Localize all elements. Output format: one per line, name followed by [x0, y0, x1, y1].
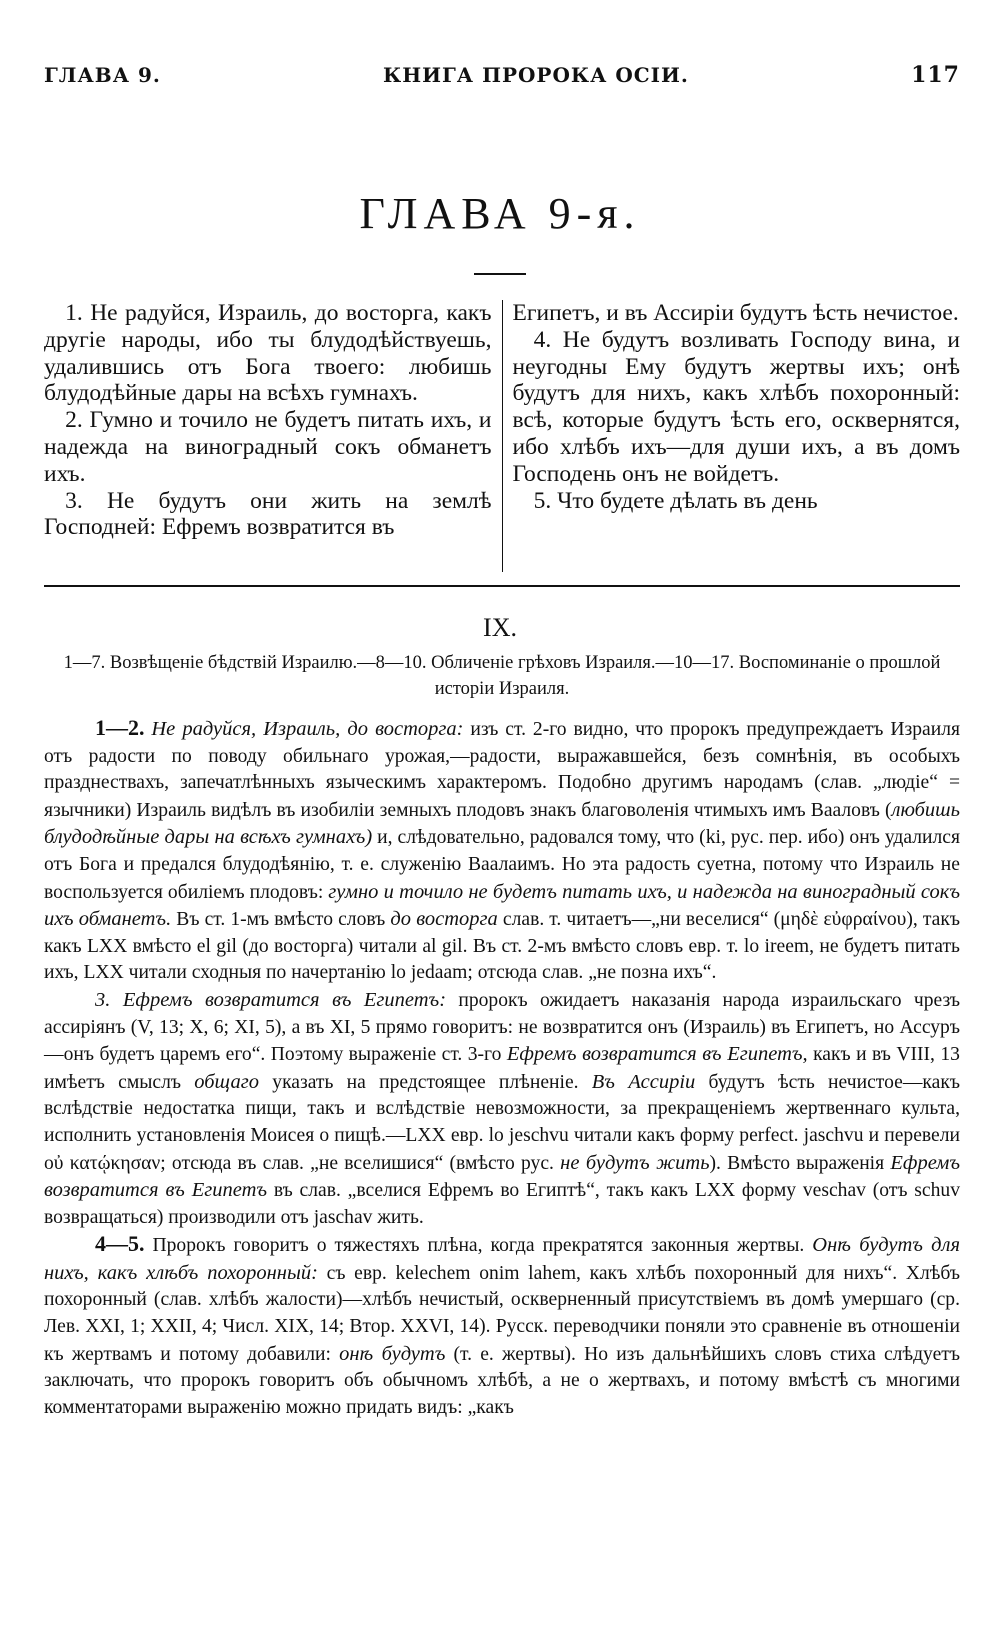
commentary-text: слав. т. читаетъ—„ни веселися“ (μηδὲ εὐφραίνου), такъ какъ LXX вмѣсто el gil (до восторга) читали al gil. Въ ст. 2-мъ вмѣсто словъ евр. т. lo ireem, не будетъ питать ихъ, LXX читали сходныя по начертанію lo jedaam; отсюда слав. „не позна ихъ“. [44, 909, 961, 984]
commentary-paragraph [44, 987, 960, 1231]
quotation: Ефремъ возвратится въ Египетъ [44, 1151, 961, 1202]
verse: 1. Не радуйся, Израиль, до восторга, какъ другіе народы, ибо ты блудодѣйствуешь, удалившись отъ Бога твоего: любишь блудодѣйные дары на всѣхъ гумнахъ. [44, 300, 492, 407]
running-head-book-title: КНИГА ПРОРОКА ОСІИ. [383, 63, 689, 87]
running-head-chapter: ГЛАВА 9. [44, 63, 161, 87]
lemma: 3. Ефремъ возвратится въ Египетъ: [94, 988, 447, 1011]
chapter-title: ГЛАВА 9-я. [359, 189, 641, 238]
quotation: не будутъ жить [560, 1151, 710, 1174]
commentary-text: въ слав. „вселися Ефремъ во Египтѣ“, такъ какъ LXX форму veschav (отъ schuv возвращаться) производили отъ jaschav жить. [44, 1180, 960, 1228]
verse-reference: 4—5. [94, 1231, 145, 1257]
scripture-right-column [502, 300, 961, 572]
scripture-columns [44, 300, 960, 572]
verse: 2. Гумно и точило не будетъ питать ихъ, и надежда на виноградный сокъ обманетъ ихъ. [44, 407, 492, 487]
commentary-text: (т. е. жертвы). Но изъ дальнѣйшихъ словъ стиха слѣдуетъ заключать, что пророкъ говоритъ объ обычномъ хлѣбѣ, а не о жертвахъ, и потому вмѣстѣ съ многими комментаторами выраженію можно придать видъ: „какъ [44, 1343, 960, 1418]
commentary [44, 715, 960, 1421]
title-divider [474, 273, 526, 275]
commentary-paragraph [44, 1231, 960, 1421]
section-numeral: IX. [483, 613, 517, 642]
commentary-paragraph [44, 715, 960, 987]
section-summary: 1—7. Возвѣщеніе бѣдствій Израилю.—8—10. Обличеніе грѣховъ Израиля.—10—17. Воспоминаніе о прошлой исторіи Израиля. [63, 653, 941, 699]
quotation: Онѣ будутъ для нихъ, какъ хлѣбъ похоронный: [44, 1234, 960, 1284]
verse: 3. Не будутъ они жить на землѣ Господней: Ефремъ возвратится въ [44, 487, 492, 541]
commentary-text: изъ ст. 2-го видно, что пророкъ предупреждаетъ Израиля отъ радости по поводу обильнаго урожая,—радости, выражавшейся, безъ сомнѣнія, въ особыхъ празднествахъ, запечатлѣнныхъ языческимъ характеромъ. Подобно другимъ народамъ (слав. „людіе“ = язычники) Израиль видѣлъ въ изобиліи земныхъ плодовъ знакъ благоволенія чтимыхъ имъ Вааловъ ( [44, 719, 960, 821]
quotation: до восторга [390, 908, 498, 931]
quotation: Ефремъ возвратится въ Египетъ, [506, 1043, 808, 1066]
commentary-text: съ евр. kelechem onim lahem, какъ хлѣбъ похоронный для нихъ“. Хлѣбъ похоронный (слав. хлѣбъ жалости)—хлѣбъ нечистый, оскверненный присутствіемъ въ домѣ умершаго (ср. Лев. XXI, 1; XXII, 4; Числ. XIX, 14; Втор. XXVI, 14). Русск. переводчики поняли это сравненіе въ отношеніи къ жертвамъ и потому добавили: [44, 1262, 960, 1365]
quotation: Въ Ассиріи [591, 1070, 696, 1093]
commentary-text: будутъ ѣсть нечистое—какъ вслѣдствіе недостатка пищи, такъ и вслѣдствіе невозможности, за прекращеніемъ жертвеннаго культа, исполнить установленія Моисея о пищѣ.—LXX евр. lo jeschvu читали какъ форму perfect. jaschvu и перевели οὐ κατῴκησαν; отсюда въ слав. „не вселишися“ (вмѣсто рус. [44, 1071, 960, 1174]
quotation: онѣ будутъ [339, 1342, 446, 1365]
verse: 5. Что будете дѣлать въ день [533, 487, 818, 514]
columns-bottom-rule [44, 585, 960, 587]
commentary-text: какъ и въ VIII, 13 имѣетъ смыслъ [44, 1044, 960, 1093]
verse-reference: 1—2. [94, 715, 145, 740]
commentary-text: Пророкъ говоритъ о тяжестяхъ плѣна, когда прекратятся законныя жертвы. [144, 1235, 813, 1257]
quotation: любишь блудодѣйные дары на всѣхъ гумнахъ) [44, 798, 960, 849]
quotation: общаго [194, 1070, 260, 1093]
commentary-text: ). Вмѣсто выраженія [709, 1152, 891, 1174]
lemma: Не радуйся, Израиль, до восторга: [151, 718, 464, 740]
commentary-text: и, слѣдовательно, радовался тому, что (ki, рус. пер. ибо) онъ удалился отъ Бога и предался блудодѣянію, т. е. служенію Ваалаимъ. Но эта радость суетна, потому что Израиль не воспользуется обиліемъ плодовъ: [44, 827, 960, 903]
running-head [44, 62, 960, 88]
commentary-text: Въ ст. 1-мъ вмѣсто словъ [171, 909, 391, 931]
commentary-text: указать на предстоящее плѣненіе. [259, 1071, 592, 1093]
quotation: гумно и точило не будетъ питать ихъ, и надежда на виноградный сокъ ихъ обманетъ. [44, 880, 960, 931]
verse: 4. Не будутъ возливать Господу вина, и неугодны Ему будутъ жертвы ихъ; онѣ будутъ для нихъ, какъ хлѣбъ похоронный: всѣ, которые будутъ ѣсть его, осквернятся, ибо хлѣбъ ихъ—для души ихъ, а въ домъ Господень онъ не войдетъ. [512, 326, 960, 487]
commentary-text: пророкъ ожидаетъ наказанія народа израильскаго чрезъ ассиріянъ (V, 13; X, 6; XI, 5), а въ XI, 5 прямо говоритъ: не возвратится онъ (Израиль) въ Египетъ, но Ассуръ—онъ будетъ царемъ его“. Поэтому выраженіе ст. 3-го [44, 989, 960, 1066]
verse-continuation: Египетъ, и въ Ассиріи будутъ ѣсть нечистое. [512, 300, 959, 326]
page-number: 117 [911, 62, 960, 88]
scripture-left-column [44, 300, 502, 572]
